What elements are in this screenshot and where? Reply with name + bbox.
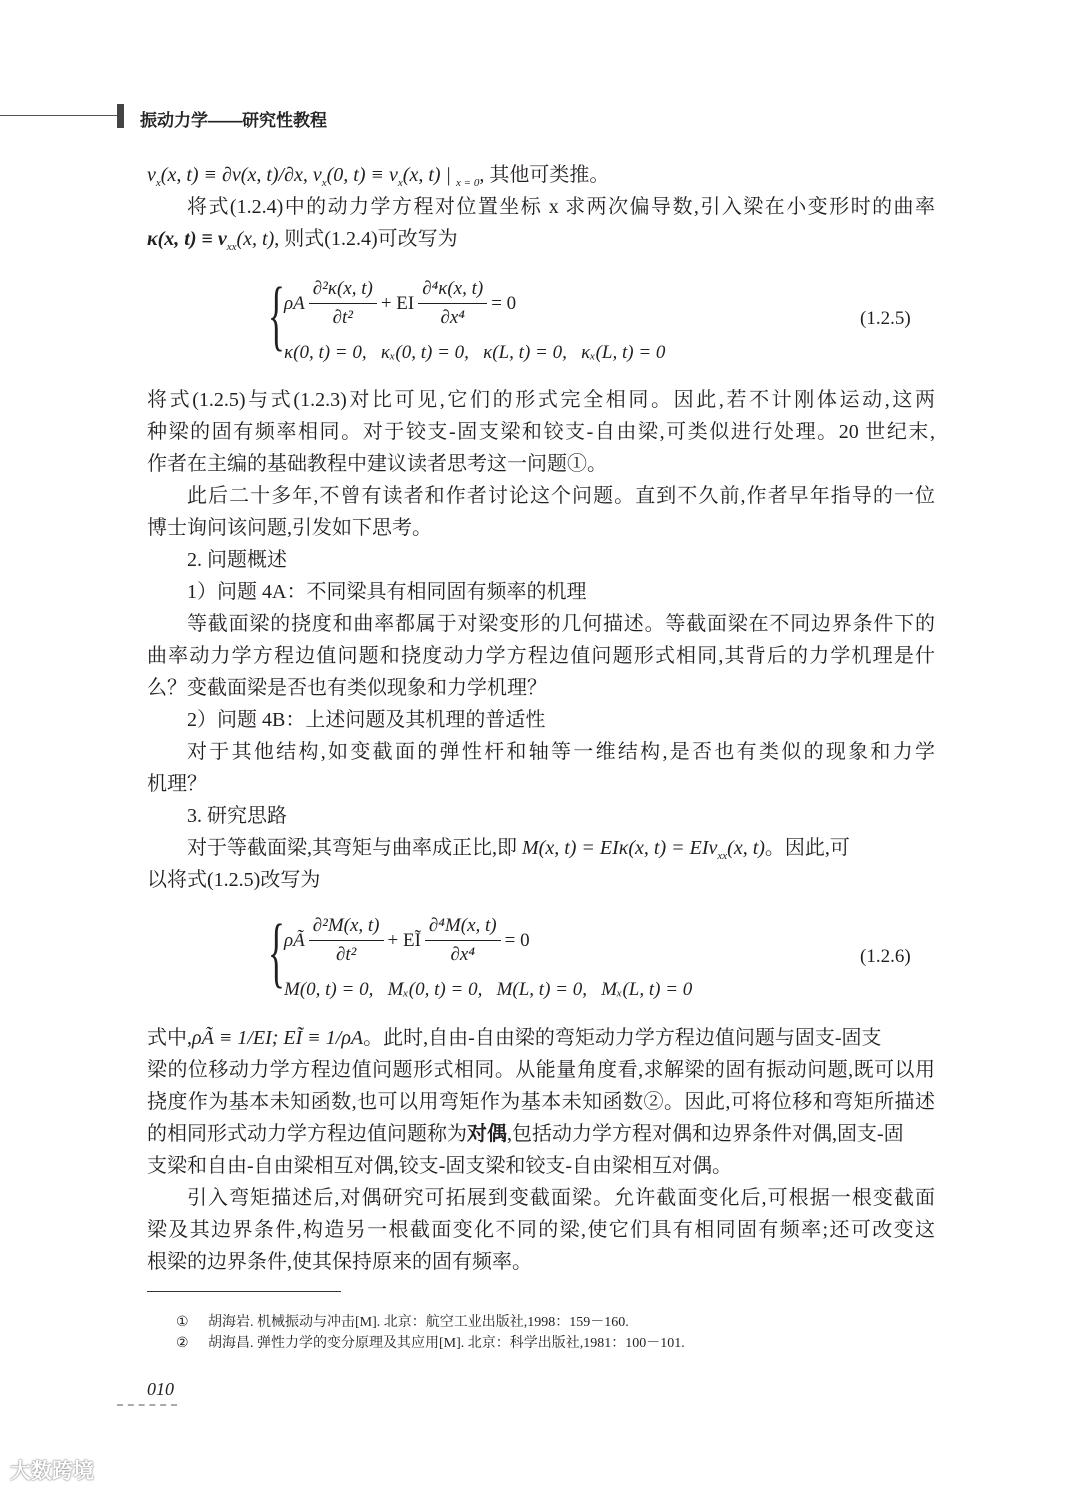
footnote-rule <box>147 1291 341 1292</box>
subsection-heading: 1）问题 4A：不同梁具有相同固有频率的机理 <box>187 581 587 603</box>
footnote <box>176 1311 629 1331</box>
math: M(x, t) = EIκ(x, t) = EIv <box>522 837 718 859</box>
operator: + EI <box>380 292 415 314</box>
text-line: 机理？ <box>147 773 207 795</box>
text-line <box>147 162 935 196</box>
operator: = 0 <box>491 292 517 314</box>
text-line: 挠度作为基本未知函数,也可以用弯矩作为基本未知函数②。因此,可将位移和弯矩所描述 <box>147 1091 935 1113</box>
footnote-mark: ① <box>176 1315 189 1330</box>
math: (x, t) ≡ ∂v(x, t)/∂x, v <box>160 164 322 186</box>
math-sub: xx <box>226 241 237 253</box>
text: ,包括动力学方程对偶和边界条件对偶,固支-固 <box>507 1123 904 1145</box>
math: ρÃ ≡ 1/EI; EĨ ≡ 1/ρA <box>192 1027 364 1049</box>
fraction <box>418 278 487 329</box>
fraction <box>309 915 384 966</box>
subsection-heading: 2）问题 4B：上述问题及其机理的普适性 <box>187 709 546 731</box>
denominator: ∂x⁴ <box>440 307 465 328</box>
math: κ(x, t) ≡ v <box>147 228 227 250</box>
fraction <box>309 278 377 329</box>
footnote-text: 胡海岩. 机械振动与冲击[M]. 北京：航空工业出版社,1998：159－160. <box>208 1315 629 1330</box>
text-line: 么？变截面梁是否也有类似现象和力学机理？ <box>147 677 547 699</box>
numerator: ∂²κ(x, t) <box>309 278 377 304</box>
bold-term: 对偶 <box>467 1123 507 1145</box>
numerator: ∂⁴κ(x, t) <box>418 278 487 304</box>
equation-row <box>284 915 530 966</box>
text-line <box>147 1121 935 1147</box>
text: 式中, <box>147 1027 192 1049</box>
text: , 则式(1.2.4)可改写为 <box>274 228 458 250</box>
text-line <box>187 835 935 869</box>
section-heading: 2. 问题概述 <box>187 549 287 571</box>
brace: { <box>268 908 285 995</box>
footnote-mark: ② <box>176 1336 189 1351</box>
text: , 其他可类推。 <box>479 164 610 186</box>
coefficient: ρÃ <box>284 929 305 951</box>
math: (x, t) | <box>402 164 457 186</box>
denominator: ∂t² <box>335 944 357 965</box>
brace: { <box>268 271 285 358</box>
text: 。此时,自由-自由梁的弯矩动力学方程边值问题与固支-固支 <box>363 1027 882 1049</box>
page-number-dashes <box>117 1404 177 1406</box>
text-line: 以将式(1.2.5)改写为 <box>147 869 321 891</box>
coefficient: ρA <box>284 292 305 314</box>
denominator: ∂x⁴ <box>450 944 475 965</box>
header-rule <box>0 115 118 116</box>
math-sub: xx <box>717 850 728 862</box>
operator: + EĨ <box>387 929 421 951</box>
math-sub: x <box>397 177 403 189</box>
text: 。因此,可 <box>764 837 850 859</box>
footnote <box>176 1332 685 1352</box>
math-sub: x <box>155 177 161 189</box>
text-line: 根梁的边界条件,使其保持原来的固有频率。 <box>147 1251 532 1273</box>
header-bar <box>117 104 124 128</box>
math-sub: x <box>321 177 327 189</box>
numerator: ∂²M(x, t) <box>309 915 384 941</box>
text: 的相同形式动力学方程边值问题称为 <box>147 1123 467 1145</box>
running-header-title: 振动力学——研究性教程 <box>140 111 327 130</box>
text-line: 支梁和自由-自由梁相互对偶,铰支-固支梁和铰支-自由梁相互对偶。 <box>147 1155 732 1177</box>
math: v <box>147 164 156 186</box>
math-sub: x = 0 <box>456 177 480 189</box>
text-line: 将式(1.2.5)与式(1.2.3)对比可见,它们的形式完全相同。因此,若不计刚体运动,这两 <box>147 389 935 411</box>
text-line: 等截面梁的挠度和曲率都属于对梁变形的几何描述。等截面梁在不同边界条件下的 <box>187 613 935 635</box>
operator: = 0 <box>504 929 530 951</box>
boundary-conditions: κ(0, t) = 0, κₓ(0, t) = 0, κ(L, t) = 0, κₓ(L, t) = 0 <box>284 342 666 363</box>
text-line: 种梁的固有频率相同。对于铰支-固支梁和铰支-自由梁,可类似进行处理。20 世纪末, <box>147 421 935 443</box>
equation-number: (1.2.6) <box>860 946 911 967</box>
text-line: 梁及其边界条件,构造另一根截面变化不同的梁,使它们具有相同固有频率;还可改变这 <box>147 1219 935 1241</box>
text-line: 将式(1.2.4)中的动力学方程对位置坐标 x 求两次偏导数,引入梁在小变形时的曲率 <box>187 196 935 218</box>
watermark: 大数跨境 <box>10 1459 94 1483</box>
text-line: 作者在主编的基础教程中建议读者思考这一问题①。 <box>147 453 607 475</box>
text-line <box>147 1025 935 1051</box>
section-heading: 3. 研究思路 <box>187 805 287 827</box>
boundary-conditions: M(0, t) = 0, Mₓ(0, t) = 0, M(L, t) = 0, Mₓ(L, t) = 0 <box>284 979 693 1000</box>
text-line: 此后二十多年,不曾有读者和作者讨论这个问题。直到不久前,作者早年指导的一位 <box>187 485 935 507</box>
numerator: ∂⁴M(x, t) <box>425 915 501 941</box>
equation-number: (1.2.5) <box>860 308 911 329</box>
math: (x, t) <box>236 228 275 250</box>
text-line: 梁的位移动力学方程边值问题形式相同。从能量角度看,求解梁的固有振动问题,既可以用 <box>147 1059 935 1081</box>
text-line <box>147 226 935 260</box>
text-line: 曲率动力学方程边值问题和挠度动力学方程边值问题形式相同,其背后的力学机理是什 <box>147 645 935 667</box>
page-number: 010 <box>147 1379 174 1399</box>
text-line: 博士询问该问题,引发如下思考。 <box>147 517 432 539</box>
fraction <box>425 915 501 966</box>
denominator: ∂t² <box>332 307 353 328</box>
footnote-text: 胡海昌. 弹性力学的变分原理及其应用[M]. 北京：科学出版社,1981：100－101. <box>208 1336 685 1351</box>
equation-row <box>284 278 516 329</box>
math: (x, t) <box>727 837 765 859</box>
text-line: 引入弯矩描述后,对偶研究可拓展到变截面梁。允许截面变化后,可根据一根变截面 <box>187 1187 935 1209</box>
text-line: 对于其他结构,如变截面的弹性杆和轴等一维结构,是否也有类似的现象和力学 <box>187 741 935 763</box>
math: (0, t) ≡ v <box>326 164 398 186</box>
text: 对于等截面梁,其弯矩与曲率成正比,即 <box>187 837 522 859</box>
